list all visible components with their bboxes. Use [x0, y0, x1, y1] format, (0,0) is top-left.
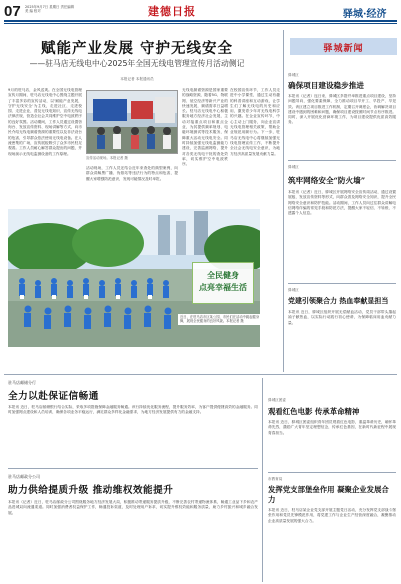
park-slogan-box	[192, 262, 254, 304]
lead-body-column: 在校园宣传环节，工作人员走进中小学课堂，通过生动有趣的科普讲座和互动游戏，让学生们了解无线电的历史和应用，激发青少年对无线电科学的兴趣。在企业宣传环节，中心主动上门服务，向企业宣讲无线电管理相关政策，帮助企业规范用频行为。下一步，驻马店无线电中心将继续加强无线电管理宣传工作，不断提升全社会无线电安全意识，为地方经济高质量发展贡献力量。	[230, 88, 280, 156]
news-divider	[288, 283, 396, 284]
news-headline: 党建引领聚合力 热血奉献显担当	[288, 296, 389, 305]
section-divider	[4, 374, 397, 375]
article-body: 本报讯 近日，驻马店邮储银行结合实际，采取多项措施保障金融服务畅通。该行持续优化服务流程，提升服务效率，为客户提供便捷高效的金融服务。同时加强网点建设和人员培训，确保各项业务平稳运行，满足群众多样化金融需求，为地方经济发展提供有力的金融支持。	[8, 405, 258, 415]
article-headline: 发挥党支部堡垒作用 凝聚企业发展合力	[268, 485, 389, 504]
paper-name: 建德日报	[148, 5, 196, 18]
header-rule	[4, 20, 397, 22]
section-title: 驿城·经济	[343, 9, 387, 20]
lead-body-column: 9月的驻马店，金风送爽。在全国无线电管理宣传月期间，驻马店无线电中心围绕主题开展了丰富多彩的宣传活动，以'赋能产业发展，守护无线安全'为主线，走进社区、走进校园、走进企业，普及无线电知识，宣传无线电法律法规，营造全社会共同维护空中电波秩序的良好氛围。活动期间，工作人员通过设置咨询台、发放宣传资料、现场讲解等方式，向市民介绍无线电频谱资源的重要性以及非法设台的危害，引导群众依法使用无线电设备。在人流密集的广场，宣传展板吸引了众多市民驻足观看。工作人员耐心解答群众提出的问题，并现场演示无线电监测设备的工作原理。	[8, 88, 82, 156]
activity-photo	[86, 90, 178, 154]
news-body: 本报讯 近日，驿城区组织开展无偿献血活动，党员干部带头撸起袖子献热血，以实际行动践行初心使命，为保障临床用血贡献力量。	[288, 310, 396, 325]
article-kicker: 市教育局	[268, 477, 283, 481]
park-photo-caption: 近日，在驻马店市区某公园，市民们在活动中跳起健身舞，展现全民健身的良好风貌。本报记者 摄	[178, 314, 262, 325]
article-headline: 观看红色电影 传承革命精神	[268, 407, 360, 416]
article-kicker: 驿城区团委	[268, 398, 286, 402]
lead-headline: 赋能产业发展 守护无线安全	[40, 40, 234, 57]
activity-photo-caption: 宣传活动现场。本报记者 摄	[86, 156, 128, 160]
lead-subheadline: ——驻马店无线电中心2025年全国无线电管理宣传月活动侧记	[29, 59, 245, 68]
column-divider	[262, 378, 263, 582]
header-rule-thin	[4, 23, 397, 24]
article-body: 本报讯 近日，驻马店某企业党支部开展主题党日活动，充分发挥党支部战斗堡垒作用和党员先锋模范作用，将党建工作与企业生产经营深度融合，凝聚推动企业高质量发展的强大合力。	[268, 508, 396, 523]
news-kicker: 驿城区	[288, 73, 299, 77]
news-body: 本报讯（记者）近日，驿城区开展网络安全宣传周活动，通过设置展板、发放宣传资料等形式，向群众普及网络安全知识，提升全民网络安全意识和防护技能。活动期间，工作人员向过往群众讲解电信网络诈骗的常见手段和防范方法，提醒大家不轻信、不转账、不透露个人信息。	[288, 190, 396, 216]
lead-body-column: 活动现场，工作人员还结合近年来查处的典型案例，向群众讲解黑广播、伪基站等违法行为的特点和危害，提醒大家增强防范意识，发现可疑情况及时举报。	[86, 166, 178, 181]
article-body: 本报讯（记者）近日，驻马店邮政分公司围绕服务地方经济发展大局，积极推动寄递服务提质升级，不断完善农村寄递物流体系，畅通工业品下乡和农产品进城双向流通渠道。同时加强消费者权益保护工作，畅通投诉渠道，及时处理用户诉求，切实提升维权效能和服务质量，助力乡村振兴和城乡融合发展。	[8, 500, 258, 515]
column-divider	[283, 30, 284, 372]
article-divider	[268, 472, 396, 473]
article-body: 本报讯 近日，驿城区团委组织青年团员观看红色电影，重温革命历史，缅怀革命先烈，激励广大青年坚定理想信念，传承红色基因，在新时代新征程中展现青春担当。	[268, 420, 396, 435]
article-kicker: 驻马店邮政分公司	[8, 474, 40, 479]
lead-body-column: 无线电频谱资源是国家重要的战略资源，随着5G、物联网、低空经济等新兴产业的快速发展，频谱需求日益增长。驻马店无线电中心积极服务地方经济社会发展，主动对接重点项目和重点企业，为其提供频率规划、电磁环境测试等技术服务，保障重大活动无线电安全。同时持续加强无线电监测能力建设，完善监测网络，提升对各类无线电干扰的查处效率，切实维护空中电波秩序。	[182, 88, 228, 167]
news-divider	[288, 160, 396, 161]
park-slogan-line: 点亮幸福生活	[199, 282, 247, 292]
article-kicker: 驻马店邮储分行	[8, 380, 36, 385]
article-divider	[8, 468, 258, 469]
page-number: 07	[4, 3, 21, 20]
park-slogan-line: 全民健身	[207, 270, 239, 280]
article-headline: 全力以赴保证信畅通	[8, 391, 99, 402]
news-kicker: 驿城区	[288, 165, 299, 169]
date-line: 2025年9月7日 星期日 责任编辑 美 编 校对	[25, 5, 75, 14]
article-headline: 助力供给提质升级 推动维权效能提升	[8, 485, 174, 496]
news-banner-title: 驿城新闻	[323, 44, 364, 54]
news-body: 本报讯（记者）连日来，驿城区多措并举推进重点项目建设，坚持问题导向，强化要素保障，全力推动项目早开工、早投产、早见效。该区建立项目推进工作机制，定期召开调度会，协调解决项目建设中遇到的困难和问题，确保项目建设按照时间节点有序推进。同时，深入开展优化营商环境工作，为项目建设提供优质高效服务。	[288, 94, 396, 125]
news-headline: 筑牢网络安全“防火墙”	[288, 176, 366, 185]
news-headline: 确保项目建设稳步推进	[288, 81, 364, 90]
news-kicker: 驿城区	[288, 288, 299, 292]
lead-byline: 本报记者 本报通讯员	[120, 77, 154, 81]
